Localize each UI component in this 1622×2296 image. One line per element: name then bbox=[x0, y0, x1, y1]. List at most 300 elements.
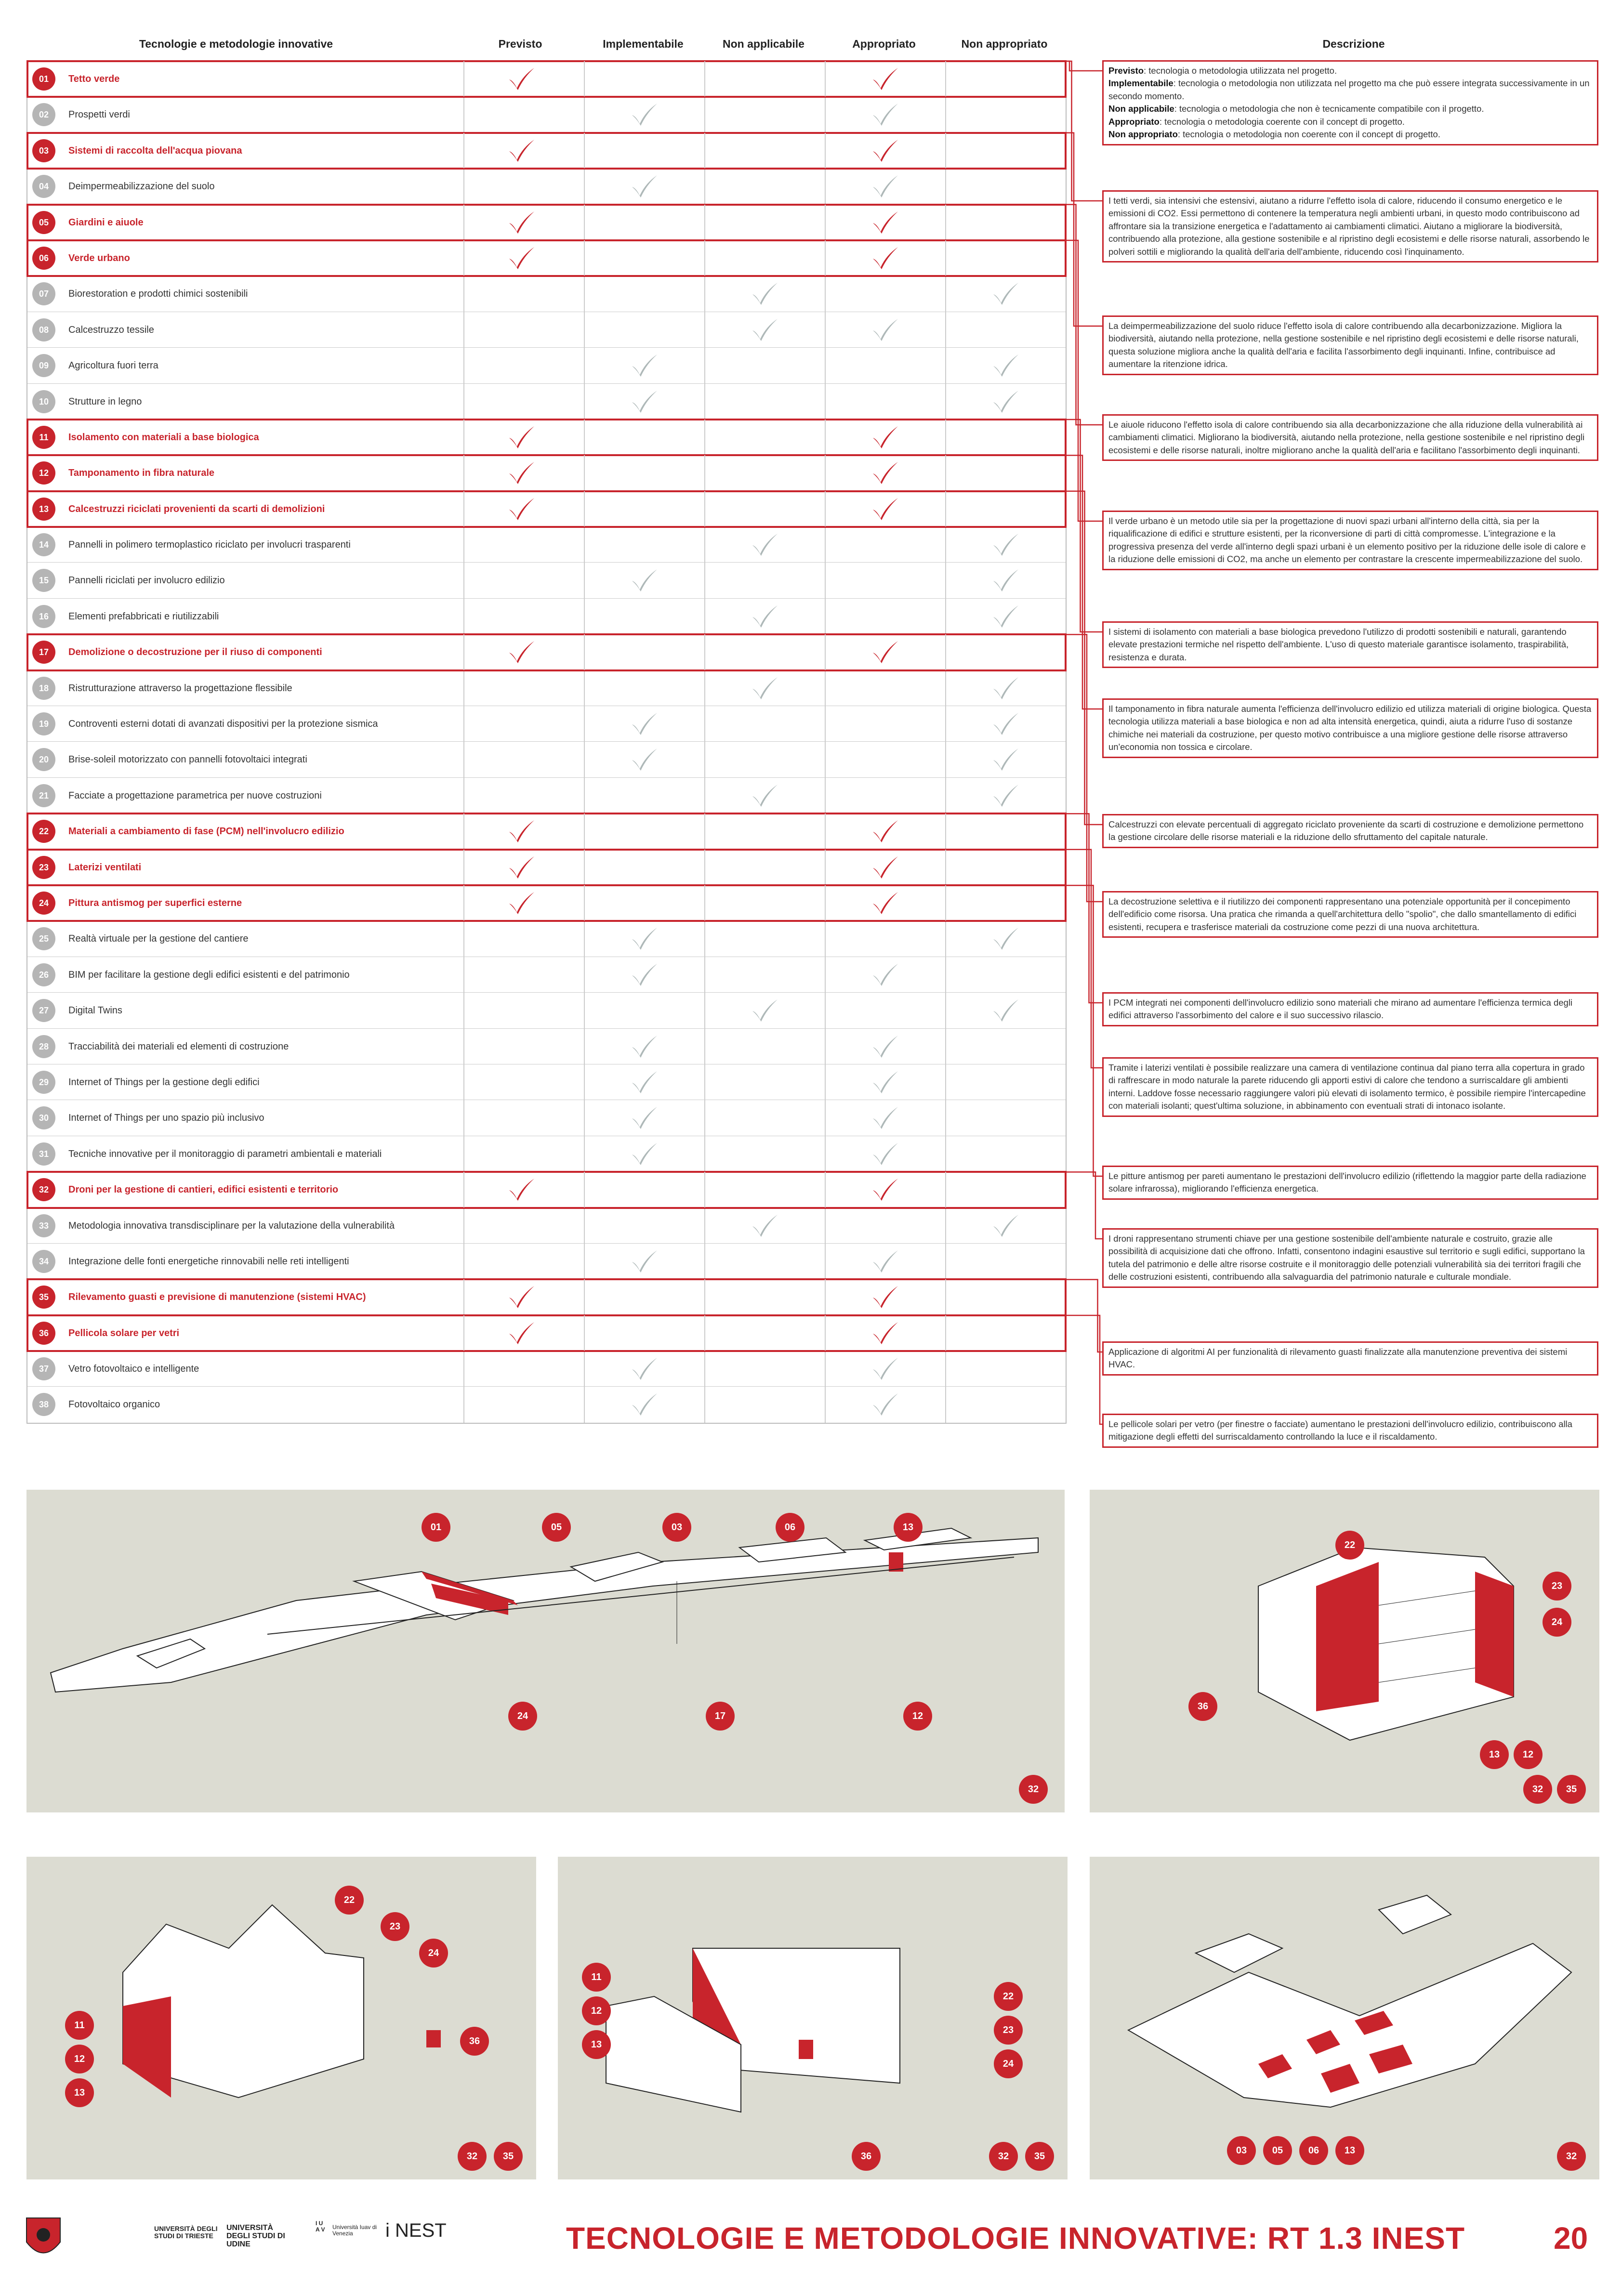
column-divider bbox=[463, 1100, 464, 1135]
panel-site-axonometry bbox=[26, 1490, 1065, 1812]
checkmark-icon bbox=[628, 567, 660, 593]
column-divider bbox=[945, 706, 946, 741]
row-label: Calcestruzzo tessile bbox=[68, 324, 154, 335]
column-divider bbox=[584, 527, 585, 562]
column-divider bbox=[825, 384, 826, 419]
checkmark-icon bbox=[869, 639, 901, 665]
column-divider bbox=[463, 455, 464, 490]
checkmark-icon bbox=[749, 1213, 780, 1239]
description-box: I tetti verdi, sia intensivi che estensivi, aiutano a ridurre l'effetto isola di calore, riducendo il consumo energetico e le emissioni di CO2. Essi permettono di contenere la temperatura negli ambienti urbani, in questo modo contribuiscono ad affrontare sia la transizione energetica e l'adattamento ai cambiamenti climatici. Aiutano a migliorare la biodiversità, contribuendo alla protezione, alla gestione sostenibile e al ripristino degli ecosistemi e delle risorse naturali, assorbendo le polveri sottili e migliorando la qualità dell'aria dell'ambiente, riducendo così l'inquinamento. bbox=[1102, 190, 1598, 262]
column-divider bbox=[945, 1279, 946, 1314]
column-divider bbox=[704, 1351, 705, 1386]
column-divider bbox=[945, 1172, 946, 1207]
connector-line bbox=[1065, 1280, 1102, 1352]
column-divider bbox=[584, 921, 585, 956]
row-label: BIM per facilitare la gestione degli edifici esistenti e del patrimonio bbox=[68, 969, 350, 980]
checkmark-icon bbox=[628, 173, 660, 199]
column-divider bbox=[704, 599, 705, 634]
row-label: Laterizi ventilati bbox=[68, 862, 142, 873]
column-divider bbox=[945, 670, 946, 706]
column-divider bbox=[584, 1351, 585, 1386]
tag-23: 23 bbox=[381, 1912, 409, 1941]
column-divider bbox=[945, 133, 946, 168]
checkmark-icon bbox=[869, 890, 901, 916]
column-divider bbox=[463, 169, 464, 204]
table-row bbox=[27, 993, 1066, 1028]
column-divider bbox=[584, 1208, 585, 1243]
table-row bbox=[27, 61, 1066, 97]
row-label: Isolamento con materiali a base biologica bbox=[68, 432, 259, 443]
legend-item bbox=[1108, 103, 1592, 115]
checkmark-icon bbox=[869, 1069, 901, 1095]
column-divider bbox=[704, 97, 705, 132]
column-divider bbox=[945, 97, 946, 132]
column-divider bbox=[945, 993, 946, 1028]
panel-section-building bbox=[1090, 1490, 1599, 1812]
checkmark-icon bbox=[628, 926, 660, 952]
table-row bbox=[27, 1208, 1066, 1244]
column-divider bbox=[945, 1351, 946, 1386]
connector-line bbox=[1065, 491, 1102, 825]
connector-line bbox=[1065, 885, 1102, 1176]
row-number: 27 bbox=[32, 999, 55, 1022]
table-row bbox=[27, 384, 1066, 420]
checkmark-icon bbox=[628, 711, 660, 737]
tag-22: 22 bbox=[1335, 1531, 1364, 1560]
row-number: 31 bbox=[32, 1142, 55, 1166]
column-divider bbox=[584, 850, 585, 885]
row-number: 26 bbox=[32, 963, 55, 986]
tag-13: 13 bbox=[894, 1513, 923, 1542]
tag-05: 05 bbox=[542, 1513, 571, 1542]
tag-12: 12 bbox=[65, 2045, 94, 2073]
description-box: Calcestruzzi con elevate percentuali di aggregato riciclato proveniente da scarti di costruzione e demolizione permettono la gestione circolare delle risorse materiali e la riduzione dello sfruttamento del capitale naturale. bbox=[1102, 814, 1598, 848]
column-divider bbox=[825, 921, 826, 956]
table-row bbox=[27, 169, 1066, 204]
checkmark-icon bbox=[989, 281, 1021, 307]
row-number: 37 bbox=[32, 1357, 55, 1380]
column-divider bbox=[945, 1064, 946, 1100]
column-divider bbox=[825, 1029, 826, 1064]
row-number: 14 bbox=[32, 533, 55, 556]
row-number: 05 bbox=[32, 211, 55, 234]
column-divider bbox=[584, 1315, 585, 1351]
connector-line bbox=[1065, 205, 1102, 425]
tag-32: 32 bbox=[989, 2142, 1018, 2171]
region-coat-of-arms bbox=[24, 2216, 63, 2264]
checkmark-icon bbox=[989, 747, 1021, 773]
column-divider bbox=[825, 420, 826, 455]
column-divider bbox=[704, 1029, 705, 1064]
checkmark-icon bbox=[869, 1248, 901, 1274]
tag-13: 13 bbox=[582, 2030, 611, 2059]
table-row bbox=[27, 1279, 1066, 1315]
row-number: 02 bbox=[32, 103, 55, 126]
column-divider bbox=[825, 634, 826, 669]
table-row bbox=[27, 670, 1066, 706]
column-divider bbox=[825, 706, 826, 741]
checkmark-icon bbox=[989, 532, 1021, 558]
description-box: La deimpermeabilizzazione del suolo riduce l'effetto isola di calore contribuendo alla decarbonizzazione. Migliora la biodiversità, aiutando nella protezione, nella gestione sostenibile e nel ripristino degli ecosistemi e delle risorse naturali, questa soluzione migliora anche la qualità dell'aria e facilita l'assorbimento degli inquinanti. Infine, contribuisce ad aumentare la ritenzione idrica. bbox=[1102, 315, 1598, 375]
column-divider bbox=[825, 813, 826, 849]
checkmark-icon bbox=[628, 353, 660, 379]
column-divider bbox=[945, 1029, 946, 1064]
description-box: I droni rappresentano strumenti chiave per una gestione sostenibile dell'ambiente naturale e costruito, grazie alle possibilità di acquisizione dati che offrono. Infatti, consentono indagini esaustive sul territorio e sugli edifici, supportano la tutela del patrimonio e delle altre risorse costruite e il monitoraggio delle potenziali vulnerabilità sia dei territori fragili che delle costruzioni esistenti, contribuendo alla salvaguardia del patrimonio naturale e culturale mondiale. bbox=[1102, 1228, 1598, 1288]
checkmark-icon bbox=[505, 639, 537, 665]
row-label: Digital Twins bbox=[68, 1005, 122, 1016]
column-divider bbox=[463, 563, 464, 598]
row-label: Demolizione o decostruzione per il riuso di componenti bbox=[68, 647, 322, 658]
column-divider bbox=[945, 312, 946, 347]
column-divider bbox=[584, 1100, 585, 1135]
column-divider bbox=[825, 1279, 826, 1314]
connector-line bbox=[1065, 133, 1102, 326]
column-divider bbox=[584, 634, 585, 669]
tag-13: 13 bbox=[65, 2078, 94, 2107]
column-divider bbox=[704, 778, 705, 813]
tag-24: 24 bbox=[1543, 1608, 1571, 1637]
checkmark-icon bbox=[989, 1213, 1021, 1239]
checkmark-icon bbox=[505, 890, 537, 916]
description-box: Applicazione di algoritmi AI per funzionalità di rilevamento guasti finalizzate alla manutenzione preventiva dei sistemi HVAC. bbox=[1102, 1341, 1598, 1376]
connector-line bbox=[1065, 61, 1102, 71]
tag-22: 22 bbox=[994, 1982, 1023, 2011]
column-divider bbox=[463, 706, 464, 741]
row-label: Sistemi di raccolta dell'acqua piovana bbox=[68, 145, 242, 156]
column-divider bbox=[704, 850, 705, 885]
row-label: Ristrutturazione attraverso la progettazione flessibile bbox=[68, 682, 292, 694]
column-divider bbox=[584, 312, 585, 347]
column-divider bbox=[945, 491, 946, 526]
column-divider bbox=[825, 97, 826, 132]
row-number: 12 bbox=[32, 461, 55, 485]
column-divider bbox=[825, 1172, 826, 1207]
table-row bbox=[27, 1244, 1066, 1279]
checkmark-icon bbox=[869, 460, 901, 486]
header-tech: Tecnologie e metodologie innovative bbox=[139, 38, 333, 50]
column-divider bbox=[945, 957, 946, 992]
checkmark-icon bbox=[869, 102, 901, 128]
checkmark-icon bbox=[989, 389, 1021, 415]
column-divider bbox=[825, 312, 826, 347]
column-divider bbox=[704, 993, 705, 1028]
column-divider bbox=[704, 384, 705, 419]
checkmark-icon bbox=[628, 1069, 660, 1095]
table-row bbox=[27, 491, 1066, 527]
row-label: Biorestoration e prodotti chimici sostenibili bbox=[68, 289, 248, 300]
checkmark-icon bbox=[628, 389, 660, 415]
connector-line bbox=[1065, 813, 1102, 1003]
legend-text: : tecnologia o metodologia non utilizzata nel progetto ma che può essere integrata successivamente in un secondo momento. bbox=[1108, 78, 1590, 101]
table-row bbox=[27, 1387, 1066, 1422]
row-number: 33 bbox=[32, 1214, 55, 1237]
checkmark-icon bbox=[989, 711, 1021, 737]
row-label: Strutture in legno bbox=[68, 396, 142, 407]
table-row bbox=[27, 1100, 1066, 1136]
checkmark-icon bbox=[628, 1391, 660, 1417]
table-row bbox=[27, 420, 1066, 455]
checkmark-icon bbox=[989, 567, 1021, 593]
column-divider bbox=[463, 921, 464, 956]
table-row bbox=[27, 1315, 1066, 1351]
column-divider bbox=[584, 1172, 585, 1207]
column-divider bbox=[584, 1029, 585, 1064]
column-divider bbox=[584, 133, 585, 168]
column-divider bbox=[945, 599, 946, 634]
page-number: 20 bbox=[1554, 2221, 1588, 2256]
row-label: Agricoltura fuori terra bbox=[68, 360, 158, 371]
logo-inest: i NEST bbox=[385, 2220, 447, 2241]
legend-item bbox=[1108, 116, 1592, 128]
column-divider bbox=[825, 778, 826, 813]
column-divider bbox=[704, 1172, 705, 1207]
column-divider bbox=[825, 455, 826, 490]
column-divider bbox=[945, 1208, 946, 1243]
header-previsto: Previsto bbox=[498, 38, 542, 50]
checkmark-icon bbox=[628, 1248, 660, 1274]
column-divider bbox=[825, 599, 826, 634]
table-row bbox=[27, 921, 1066, 957]
table-row bbox=[27, 455, 1066, 491]
column-divider bbox=[584, 1136, 585, 1171]
tag-32: 32 bbox=[1523, 1775, 1552, 1804]
column-divider bbox=[704, 276, 705, 311]
checkmark-icon bbox=[869, 1105, 901, 1131]
column-divider bbox=[825, 348, 826, 383]
table-row bbox=[27, 706, 1066, 742]
column-divider bbox=[463, 1136, 464, 1171]
column-divider bbox=[463, 205, 464, 240]
table-row bbox=[27, 957, 1066, 993]
row-number: 01 bbox=[32, 67, 55, 91]
row-number: 17 bbox=[32, 641, 55, 664]
column-divider bbox=[945, 634, 946, 669]
connector-line bbox=[1065, 1172, 1102, 1239]
column-divider bbox=[463, 1279, 464, 1314]
column-divider bbox=[825, 885, 826, 920]
tag-12: 12 bbox=[903, 1702, 932, 1731]
column-divider bbox=[584, 384, 585, 419]
tag-24: 24 bbox=[419, 1939, 448, 1968]
column-divider bbox=[463, 491, 464, 526]
checkmark-icon bbox=[989, 926, 1021, 952]
checkmark-icon bbox=[628, 1105, 660, 1131]
checkmark-icon bbox=[749, 783, 780, 809]
table-row bbox=[27, 850, 1066, 885]
column-divider bbox=[704, 1315, 705, 1351]
checkmark-icon bbox=[869, 1034, 901, 1060]
column-divider bbox=[584, 957, 585, 992]
header-non-applicabile: Non applicabile bbox=[723, 38, 804, 50]
row-label: Pannelli riciclati per involucro edilizio bbox=[68, 575, 225, 586]
page-title: TECNOLOGIE E METODOLOGIE INNOVATIVE: RT 1.3 INEST bbox=[566, 2221, 1465, 2256]
row-label: Tamponamento in fibra naturale bbox=[68, 468, 214, 479]
legend-text: : tecnologia o metodologia che non è tecnicamente compatibile con il progetto. bbox=[1174, 104, 1484, 114]
column-divider bbox=[463, 61, 464, 96]
column-divider bbox=[825, 61, 826, 96]
header-appropriato: Appropriato bbox=[852, 38, 916, 50]
table-row bbox=[27, 133, 1066, 169]
row-number: 13 bbox=[32, 498, 55, 521]
header-implementabile: Implementabile bbox=[603, 38, 684, 50]
checkmark-icon bbox=[749, 532, 780, 558]
row-number: 11 bbox=[32, 426, 55, 449]
column-divider bbox=[463, 97, 464, 132]
table-row bbox=[27, 1029, 1066, 1064]
column-divider bbox=[463, 527, 464, 562]
column-divider bbox=[463, 1029, 464, 1064]
connector-line bbox=[1065, 420, 1102, 632]
row-number: 22 bbox=[32, 820, 55, 843]
table-row bbox=[27, 240, 1066, 276]
column-divider bbox=[945, 850, 946, 885]
technology-table bbox=[26, 60, 1067, 1424]
column-divider bbox=[584, 599, 585, 634]
row-label: Pellicola solare per vetri bbox=[68, 1327, 180, 1338]
checkmark-icon bbox=[505, 818, 537, 844]
checkmark-icon bbox=[869, 818, 901, 844]
column-divider bbox=[825, 1100, 826, 1135]
column-divider bbox=[704, 527, 705, 562]
checkmark-icon bbox=[869, 962, 901, 988]
column-divider bbox=[584, 993, 585, 1028]
column-divider bbox=[704, 921, 705, 956]
row-label: Prospetti verdi bbox=[68, 109, 130, 120]
urban-plan-drawing bbox=[1090, 1857, 1599, 2179]
connector-line bbox=[1065, 850, 1102, 1068]
checkmark-icon bbox=[869, 1284, 901, 1310]
column-divider bbox=[704, 1387, 705, 1422]
row-number: 25 bbox=[32, 927, 55, 950]
tag-24: 24 bbox=[508, 1702, 537, 1731]
column-divider bbox=[463, 993, 464, 1028]
checkmark-icon bbox=[505, 1320, 537, 1346]
column-divider bbox=[825, 205, 826, 240]
column-divider bbox=[945, 563, 946, 598]
logo-trieste: UNIVERSITÀ DEGLI STUDI DI TRIESTE bbox=[154, 2225, 218, 2240]
column-divider bbox=[463, 384, 464, 419]
checkmark-icon bbox=[505, 496, 537, 522]
column-divider bbox=[584, 706, 585, 741]
column-divider bbox=[463, 1351, 464, 1386]
logo-udine: UNIVERSITÀ DEGLI STUDI DI UDINE bbox=[226, 2224, 285, 2248]
checkmark-icon bbox=[749, 281, 780, 307]
column-divider bbox=[945, 420, 946, 455]
column-divider bbox=[704, 420, 705, 455]
checkmark-icon bbox=[505, 245, 537, 271]
table-row bbox=[27, 276, 1066, 312]
column-divider bbox=[584, 778, 585, 813]
table-row bbox=[27, 885, 1066, 921]
row-number: 08 bbox=[32, 318, 55, 341]
column-divider bbox=[825, 1064, 826, 1100]
column-divider bbox=[584, 61, 585, 96]
row-label: Rilevamento guasti e previsione di manutenzione (sistemi HVAC) bbox=[68, 1292, 366, 1303]
checkmark-icon bbox=[869, 854, 901, 880]
connector-line bbox=[1065, 1315, 1102, 1424]
checkmark-icon bbox=[989, 783, 1021, 809]
column-divider bbox=[945, 1244, 946, 1279]
column-divider bbox=[463, 1064, 464, 1100]
row-number: 18 bbox=[32, 677, 55, 700]
legend-term: Appropriato bbox=[1108, 116, 1160, 127]
column-divider bbox=[825, 276, 826, 311]
row-number: 28 bbox=[32, 1035, 55, 1058]
row-label: Giardini e aiuole bbox=[68, 217, 144, 228]
column-divider bbox=[825, 850, 826, 885]
row-label: Materiali a cambiamento di fase (PCM) nell'involucro edilizio bbox=[68, 826, 344, 837]
column-divider bbox=[825, 993, 826, 1028]
row-label: Tracciabilità dei materiali ed elementi di costruzione bbox=[68, 1041, 289, 1052]
column-divider bbox=[825, 240, 826, 276]
column-divider bbox=[945, 1136, 946, 1171]
tag-36: 36 bbox=[852, 2142, 881, 2171]
column-divider bbox=[825, 1136, 826, 1171]
row-label: Pannelli in polimero termoplastico riciclato per involucri trasparenti bbox=[68, 539, 351, 551]
checkmark-icon bbox=[628, 102, 660, 128]
column-divider bbox=[463, 276, 464, 311]
connector-line bbox=[1065, 634, 1102, 902]
column-divider bbox=[463, 634, 464, 669]
legend-text: : tecnologia o metodologia coerente con il concept di progetto. bbox=[1159, 116, 1405, 127]
tag-13: 13 bbox=[1335, 2136, 1364, 2165]
legend-term: Previsto bbox=[1108, 66, 1144, 76]
tag-35: 35 bbox=[1025, 2142, 1054, 2171]
legend-term: Implementabile bbox=[1108, 78, 1174, 89]
column-divider bbox=[704, 1100, 705, 1135]
row-number: 29 bbox=[32, 1071, 55, 1094]
column-divider bbox=[704, 813, 705, 849]
row-label: Verde urbano bbox=[68, 252, 130, 263]
checkmark-icon bbox=[628, 1034, 660, 1060]
tag-13: 13 bbox=[1480, 1740, 1509, 1769]
column-divider bbox=[704, 634, 705, 669]
column-divider bbox=[704, 706, 705, 741]
column-divider bbox=[584, 276, 585, 311]
header-non-appropriato: Non appropriato bbox=[961, 38, 1048, 50]
description-box: Le pellicole solari per vetro (per finestre o facciate) aumentano le prestazioni dell'involucro edilizio, contribuiscono alla mitigazione degli effetti del surriscaldamento controllando la luce e il riscaldamento. bbox=[1102, 1414, 1598, 1448]
connector-line bbox=[1065, 61, 1102, 201]
table-row bbox=[27, 778, 1066, 813]
row-label: Internet of Things per uno spazio più inclusivo bbox=[68, 1113, 264, 1124]
description-box: I PCM integrati nei componenti dell'involucro edilizio sono materiali che mirano ad aumentare l'efficienza termica degli edifici attraverso l'assorbimento del calore e il suo successivo rilascio. bbox=[1102, 992, 1598, 1026]
column-divider bbox=[584, 491, 585, 526]
checkmark-icon bbox=[628, 1141, 660, 1167]
checkmark-icon bbox=[869, 66, 901, 92]
tag-17: 17 bbox=[706, 1702, 735, 1731]
row-number: 15 bbox=[32, 569, 55, 592]
column-divider bbox=[704, 455, 705, 490]
tag-36: 36 bbox=[460, 2027, 489, 2056]
checkmark-icon bbox=[989, 353, 1021, 379]
table-row bbox=[27, 1351, 1066, 1387]
row-label: Tetto verde bbox=[68, 74, 120, 84]
checkmark-icon bbox=[628, 1356, 660, 1382]
column-divider bbox=[704, 205, 705, 240]
column-divider bbox=[825, 1208, 826, 1243]
checkmark-icon bbox=[749, 317, 780, 343]
column-divider bbox=[704, 1136, 705, 1171]
logo-iuav: I U A V bbox=[316, 2220, 325, 2233]
tag-06: 06 bbox=[776, 1513, 804, 1542]
row-label: Integrazione delle fonti energetiche rinnovabili nelle reti intelligenti bbox=[68, 1256, 349, 1267]
panel-building-a bbox=[26, 1857, 536, 2179]
table-row bbox=[27, 97, 1066, 132]
building-b-drawing bbox=[558, 1857, 1068, 2179]
row-number: 16 bbox=[32, 605, 55, 628]
logo-venezia: Università Iuav di Venezia bbox=[332, 2224, 377, 2237]
column-divider bbox=[704, 885, 705, 920]
